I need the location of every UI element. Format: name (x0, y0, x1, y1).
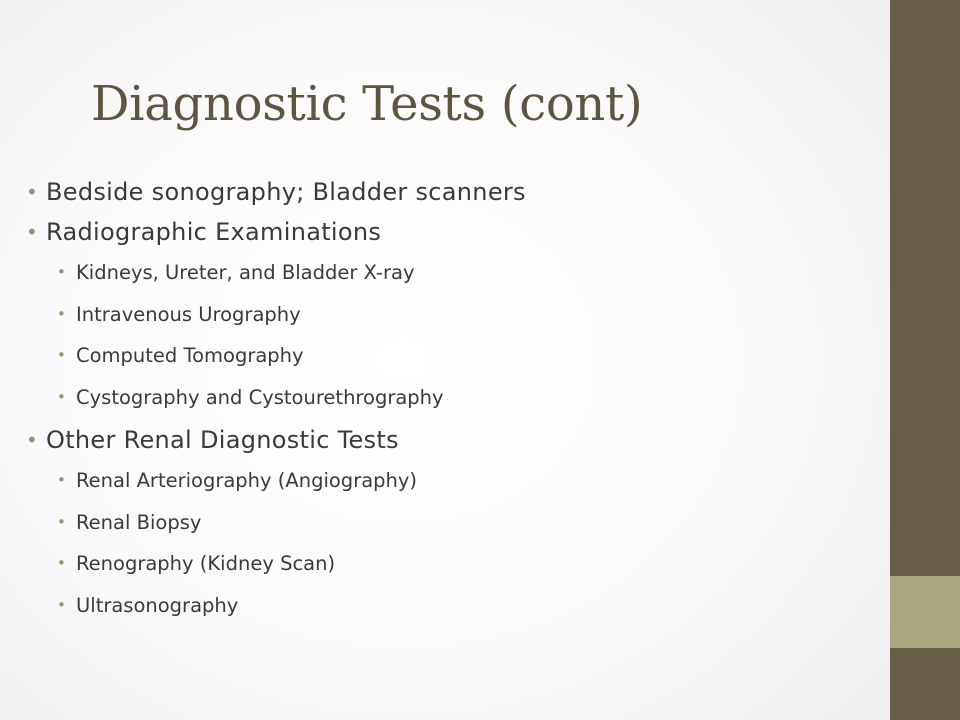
sub-bullet-item (57, 460, 876, 502)
sub-bullet-item (57, 377, 876, 419)
sub-bullet-text: Renal Biopsy (76, 510, 202, 534)
sub-bullet-text: Intravenous Urography (76, 302, 301, 326)
sub-bullet-icon: • (57, 512, 66, 531)
sub-bullet-icon: • (57, 554, 66, 572)
bullet-text: Other Renal Diagnostic Tests (46, 426, 399, 454)
sub-bullet-item (57, 585, 876, 627)
sub-bullet-text: Renal Arteriography (Angiography) (76, 469, 418, 492)
sub-bullet-group (26, 460, 876, 626)
sub-bullet-group (26, 252, 876, 418)
sub-bullet-text: Renography (Kidney Scan) (76, 552, 336, 575)
bullet-icon: • (26, 220, 39, 244)
sub-bullet-item (57, 502, 876, 544)
slide-title: Diagnostic Tests (cont) (91, 76, 643, 132)
sub-bullet-icon: • (57, 471, 66, 489)
sub-bullet-text: Kidneys, Ureter, and Bladder X-ray (76, 261, 415, 284)
sub-bullet-icon: • (57, 263, 66, 281)
sub-bullet-item (57, 543, 876, 585)
side-accent-block (890, 576, 960, 648)
sub-bullet-item (57, 335, 876, 377)
sub-bullet-item (57, 294, 876, 336)
sub-bullet-text: Ultrasonography (76, 593, 239, 617)
sub-bullet-text: Computed Tomography (76, 344, 304, 367)
bullet-icon: • (26, 428, 39, 452)
bullet-item (26, 212, 876, 252)
bullet-icon: • (26, 180, 39, 204)
sub-bullet-item (57, 252, 876, 294)
bullet-item (26, 420, 876, 460)
slide-body (26, 172, 876, 628)
sub-bullet-icon: • (57, 304, 66, 323)
bullet-text: Radiographic Examinations (46, 218, 382, 246)
sub-bullet-icon: • (57, 346, 66, 364)
sub-bullet-list (26, 460, 876, 626)
bullet-item (26, 172, 876, 212)
sub-bullet-list (26, 252, 876, 418)
sub-bullet-text: Cystography and Cystourethrography (76, 385, 444, 409)
bullet-text: Bedside sonography; Bladder scanners (46, 178, 526, 206)
bullet-list (26, 172, 876, 626)
sub-bullet-icon: • (57, 387, 66, 406)
sub-bullet-icon: • (57, 595, 66, 614)
